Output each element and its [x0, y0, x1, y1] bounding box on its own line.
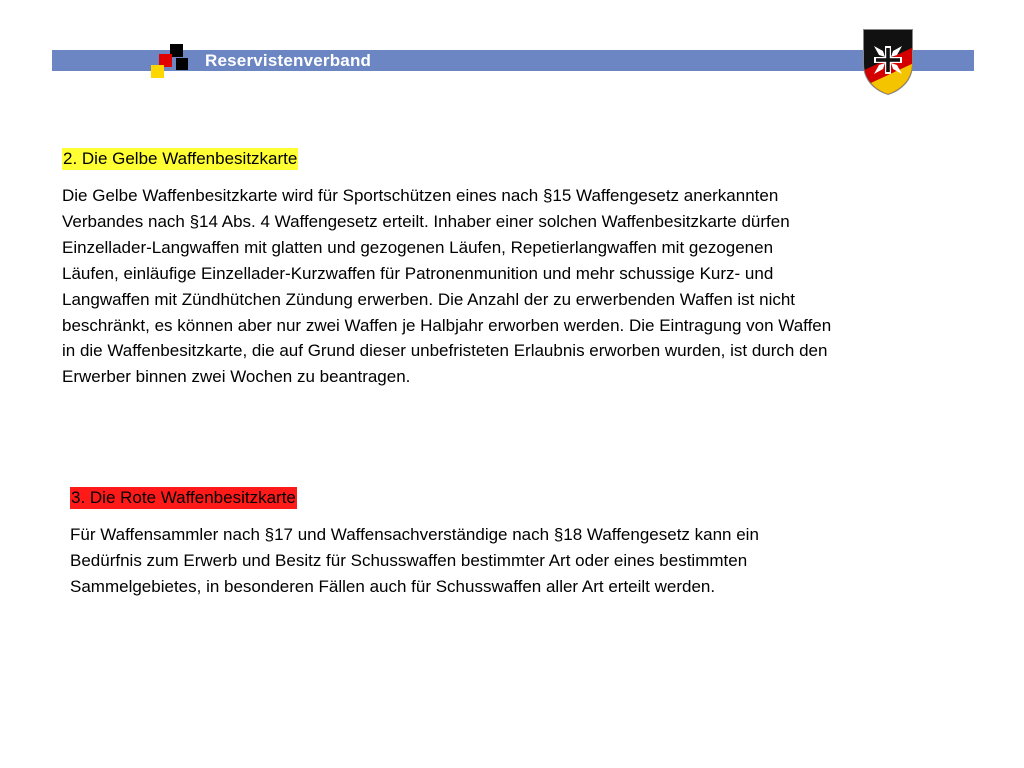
- section-body-text: Die Gelbe Waffenbesitzkarte wird für Sportschützen eines nach §15 Waffengesetz anerkannten Verbandes nach §14 Abs. 4 Waffengesetz erteilt. Inhaber einer solchen Waffenbesitzkarte dürfen Einzellader-Langwaffen mit glatten und gezogenen Läufen, Repetierlangwaffen mit gezogenen Läufen, einläufige Einzellader-Kurzwaffen für Patronenmunition und mehr schussige Kurz- und Langwaffen mit Zündhütchen Zündung erwerben. Die Anzahl der zu erwerbenden Waffen ist nicht beschränkt, es können aber nur zwei Waffen je Halbjahr erworben werden. Die Eintragung von Waffen in die Waffenbesitzkarte, die auf Grund dieser unbefristeten Erlaubnis erworben wurden, ist durch den Erwerber binnen zwei Wochen zu beantragen.: [62, 186, 832, 387]
- section-red-card: [70, 487, 970, 600]
- section-heading: 2. Die Gelbe Waffenbesitzkarte: [63, 149, 298, 168]
- section-body-text: Für Waffensammler nach §17 und Waffensachverständige nach §18 Waffengesetz kann ein Bedürfnis zum Erwerb und Besitz für Schusswaffen bestimmter Art oder eines bestimmten Sammelgebietes, in besonderen Fällen auch für Schusswaffen aller Art erteilt werden.: [70, 525, 759, 596]
- section-yellow-card: [62, 148, 972, 390]
- section-heading: 3. Die Rote Waffenbesitzkarte: [71, 488, 296, 507]
- header-title: Reservistenverband: [205, 51, 372, 70]
- iron-cross-crest-icon: [860, 26, 916, 96]
- reservistenverband-logo-icon: [150, 44, 190, 80]
- header-bar: [52, 50, 974, 71]
